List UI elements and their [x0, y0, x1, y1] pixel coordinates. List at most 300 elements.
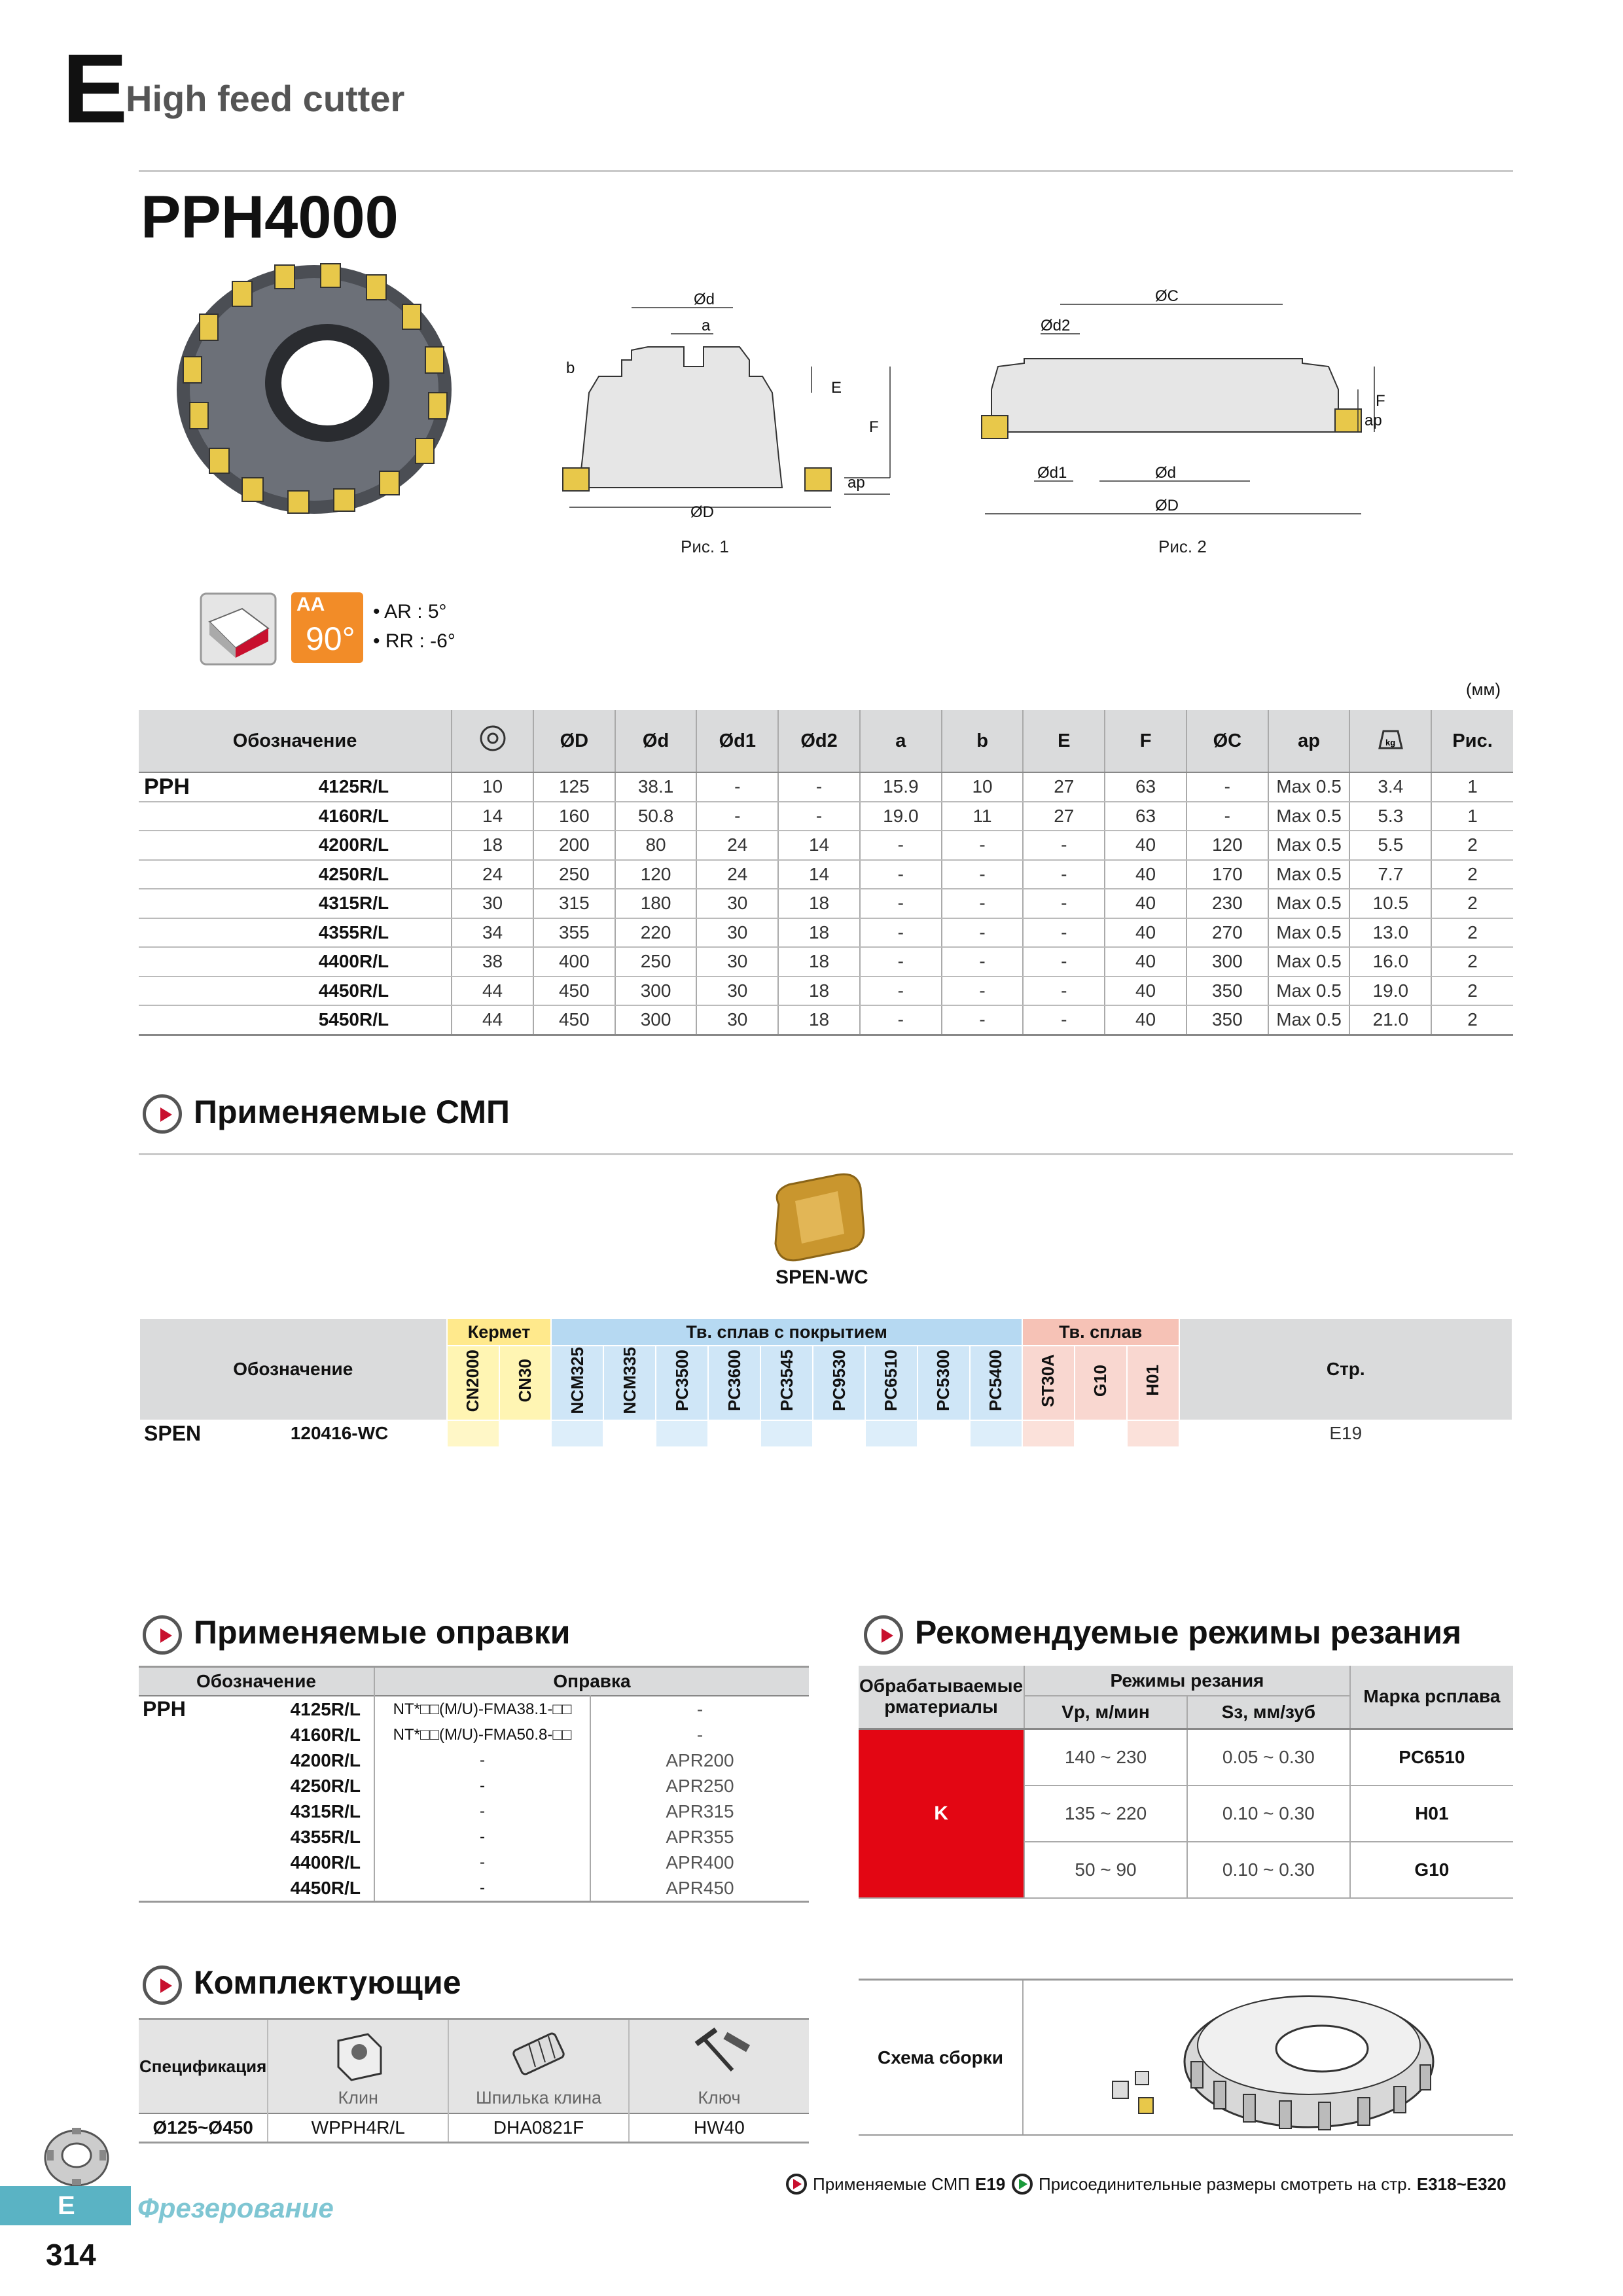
grade-name: PC3600: [724, 1350, 744, 1412]
spec-value-cell: -: [942, 947, 1024, 977]
mode-header-sz: Sз, мм/зуб: [1187, 1696, 1350, 1729]
spec-value-cell: 10: [942, 772, 1024, 802]
spec-value-cell: 2: [1431, 918, 1513, 948]
footer-ref1-page: E19: [974, 2174, 1006, 2194]
acc-row-spec: Ø125~Ø450: [152, 2117, 253, 2138]
grade-availability-cell: [1075, 1420, 1127, 1447]
arbor-value-cell: NT*□□(M/U)-FMA38.1-□□: [374, 1696, 590, 1722]
assembly-drawing: [1099, 1983, 1440, 2134]
grade-row-page: E19: [1179, 1420, 1512, 1447]
section-inserts-title: Применяемые СМП: [194, 1094, 510, 1130]
arbor-group-cell: [139, 1824, 221, 1850]
arbor-row: [139, 1850, 809, 1875]
milling-cutter-icon: [41, 2124, 113, 2189]
spec-value-cell: 30: [696, 889, 778, 918]
fig2-od1-label: Ød1: [1037, 464, 1067, 482]
spec-header-d2: Ød2: [778, 710, 860, 772]
grade-availability-cell: [656, 1420, 708, 1447]
spec-value-cell: 14: [778, 831, 860, 860]
spec-value-cell: Max 0.5: [1268, 831, 1350, 860]
arbor-value-cell: APR400: [590, 1850, 809, 1875]
section-arrow-icon: [864, 1615, 903, 1655]
spec-value-cell: 24: [696, 860, 778, 889]
grade-name-cell: [813, 1346, 865, 1420]
spec-value-cell: 44: [452, 1005, 533, 1035]
spec-header-c: ØC: [1186, 710, 1268, 772]
spec-row: [139, 831, 1513, 860]
footer-ref-dimensions[interactable]: [1011, 2173, 1506, 2195]
spec-value-cell: 15.9: [860, 772, 942, 802]
spec-value-cell: -: [860, 889, 942, 918]
grade-name-cell: [865, 1346, 918, 1420]
arbor-value-cell: -: [590, 1722, 809, 1748]
spec-row: [139, 889, 1513, 918]
spec-group-cell: [139, 977, 306, 1006]
footer-ref1-text: Применяемые СМП: [813, 2174, 970, 2194]
arbor-value-cell: APR200: [590, 1748, 809, 1773]
spec-header-a: a: [860, 710, 942, 772]
spec-row: [139, 860, 1513, 889]
spec-value-cell: 40: [1105, 918, 1186, 948]
spec-value-cell: 40: [1105, 860, 1186, 889]
acc-header-spec: Спецификация: [139, 2019, 268, 2114]
grade-availability-cell: [447, 1420, 499, 1447]
spec-value-cell: -: [860, 860, 942, 889]
fig2-od2-label: Ød2: [1041, 317, 1071, 334]
spec-value-cell: 50.8: [615, 802, 697, 831]
grade-availability-cell: [970, 1420, 1022, 1447]
grade-name-cell: [1127, 1346, 1179, 1420]
arbor-row: [139, 1696, 809, 1722]
spec-header-ap: ap: [1268, 710, 1350, 772]
figure-1-caption: Рис. 1: [681, 537, 729, 556]
spec-value-cell: 120: [615, 860, 697, 889]
spec-value-cell: 450: [533, 977, 615, 1006]
arbor-value-cell: APR315: [590, 1799, 809, 1824]
grade-name-cell: [551, 1346, 603, 1420]
key-icon: [683, 2024, 755, 2083]
spec-value-cell: 18: [452, 831, 533, 860]
arbor-group-cell: [139, 1722, 221, 1748]
svg-text:kg: kg: [1385, 738, 1395, 747]
spec-row: [139, 977, 1513, 1006]
grade-name-cell: [499, 1346, 552, 1420]
grade-name-cell: [708, 1346, 760, 1420]
spec-value-cell: 27: [1023, 802, 1105, 831]
units-label: (мм): [1466, 679, 1501, 699]
spec-value-cell: -: [1023, 947, 1105, 977]
grade-name: CN30: [515, 1359, 535, 1403]
grade-availability-cell: [760, 1420, 813, 1447]
acc-row-screw: DHA0821F: [448, 2113, 629, 2143]
spec-value-cell: 160: [533, 802, 615, 831]
cutting-insert-icon: [200, 592, 277, 666]
spec-value-cell: 30: [452, 889, 533, 918]
assembly-bottom-border: [859, 2134, 1513, 2136]
spec-group-cell: [139, 918, 306, 948]
grade-name-cell: [447, 1346, 499, 1420]
spec-value-cell: -: [942, 918, 1024, 948]
spec-value-cell: 40: [1105, 977, 1186, 1006]
spec-code-cell: 4250R/L: [306, 860, 452, 889]
spec-value-cell: 5.3: [1349, 802, 1431, 831]
spec-value-cell: 18: [778, 889, 860, 918]
spec-value-cell: 30: [696, 918, 778, 948]
grade-name: PC5400: [986, 1350, 1006, 1412]
arbor-value-cell: -: [374, 1799, 590, 1824]
spec-header-f: F: [1105, 710, 1186, 772]
arbor-code-cell: 4400R/L: [290, 1852, 361, 1873]
mode-table: [859, 1666, 1513, 1899]
acc-key-cell: [629, 2019, 809, 2114]
grade-header-page: Стр.: [1179, 1318, 1512, 1420]
spec-group-cell: [139, 860, 306, 889]
section-modes-title: Рекомендуемые режимы резания: [915, 1614, 1462, 1651]
insert-image: [766, 1172, 870, 1263]
spec-value-cell: 270: [1186, 918, 1268, 948]
mode-header-grade: Марка рсплава: [1350, 1666, 1513, 1729]
acc-item-screw: Шпилька клина: [475, 2088, 602, 2108]
spec-value-cell: 14: [778, 860, 860, 889]
spec-value-cell: 24: [696, 831, 778, 860]
figure-1-drawing: [550, 281, 903, 556]
section-accessories-title: Комплектующие: [194, 1964, 461, 2001]
mode-header-vp: Vр, м/мин: [1024, 1696, 1187, 1729]
spec-code-cell: 4400R/L: [306, 947, 452, 977]
chapter-letter: E: [62, 33, 128, 143]
figure-2-drawing: [975, 281, 1394, 556]
spec-value-cell: 30: [696, 977, 778, 1006]
mode-value-cell: 0.10 ~ 0.30: [1187, 1842, 1350, 1898]
spec-value-cell: Max 0.5: [1268, 977, 1350, 1006]
spec-group-cell: [139, 802, 306, 831]
grade-name: PC3545: [776, 1350, 796, 1412]
section-arbors-title: Применяемые оправки: [194, 1614, 571, 1651]
spec-value-cell: 44: [452, 977, 533, 1006]
spec-value-cell: 18: [778, 1005, 860, 1035]
spec-row: [139, 772, 1513, 802]
spec-code-cell: 4315R/L: [306, 889, 452, 918]
grade-name: PC5300: [933, 1350, 954, 1412]
mode-value-cell: 135 ~ 220: [1024, 1785, 1187, 1842]
grade-name: NCM335: [619, 1347, 639, 1414]
mode-value-cell: 0.10 ~ 0.30: [1187, 1785, 1350, 1842]
spec-value-cell: 38: [452, 947, 533, 977]
arbor-code-cell: 4355R/L: [290, 1826, 361, 1847]
footer-ref2-page: E318~E320: [1416, 2174, 1507, 2194]
assembly-label: Схема сборки: [859, 1981, 1024, 2134]
spec-value-cell: 2: [1431, 947, 1513, 977]
spec-value-cell: 16.0: [1349, 947, 1431, 977]
screw-icon: [503, 2024, 575, 2083]
fig1-a-label: a: [702, 317, 711, 334]
fig2-ap-label: ap: [1364, 412, 1382, 429]
spec-value-cell: 24: [452, 860, 533, 889]
grade-name-cell: [1022, 1346, 1075, 1420]
rr-value: • RR : -6°: [373, 630, 455, 652]
spec-header-b: b: [942, 710, 1024, 772]
arbor-value-cell: APR450: [590, 1875, 809, 1902]
spec-value-cell: -: [1023, 1005, 1105, 1035]
grade-header-designation: Обозначение: [139, 1318, 447, 1420]
fig2-oc-label: ØC: [1155, 287, 1179, 305]
spec-value-cell: -: [860, 947, 942, 977]
grade-name: ST30A: [1038, 1354, 1058, 1407]
spec-value-cell: 170: [1186, 860, 1268, 889]
spec-value-cell: 27: [1023, 772, 1105, 802]
spec-header-d: Ød: [615, 710, 697, 772]
spec-value-cell: 63: [1105, 802, 1186, 831]
arbor-group-cell: PPH: [143, 1697, 186, 1721]
spec-value-cell: 350: [1186, 1005, 1268, 1035]
page-number: 314: [46, 2238, 96, 2272]
wedge-icon: [329, 2024, 387, 2083]
spec-value-cell: 450: [533, 1005, 615, 1035]
arbor-row: [139, 1875, 809, 1902]
grade-name: H01: [1143, 1365, 1163, 1397]
grade-group-carbide: Тв. сплав: [1022, 1318, 1179, 1346]
spec-value-cell: 63: [1105, 772, 1186, 802]
spec-value-cell: -: [1023, 977, 1105, 1006]
spec-row: [139, 918, 1513, 948]
acc-row-key: HW40: [629, 2113, 809, 2143]
spec-table: [139, 710, 1513, 1036]
arbor-group-cell: [139, 1850, 221, 1875]
arbor-row: [139, 1722, 809, 1748]
grade-name-cell: [918, 1346, 970, 1420]
arbor-code-cell: 4450R/L: [290, 1877, 361, 1898]
spec-value-cell: 30: [696, 947, 778, 977]
spec-value-cell: 19.0: [860, 802, 942, 831]
spec-value-cell: 30: [696, 1005, 778, 1035]
spec-value-cell: -: [1023, 889, 1105, 918]
footer-ref-inserts[interactable]: [785, 2173, 1005, 2195]
spec-value-cell: 34: [452, 918, 533, 948]
spec-value-cell: 230: [1186, 889, 1268, 918]
spec-header-designation: Обозначение: [139, 710, 452, 772]
spec-value-cell: 400: [533, 947, 615, 977]
arbor-code-cell: 4160R/L: [290, 1724, 361, 1745]
spec-value-cell: Max 0.5: [1268, 918, 1350, 948]
spec-value-cell: 38.1: [615, 772, 697, 802]
grade-name-cell: [656, 1346, 708, 1420]
spec-value-cell: 19.0: [1349, 977, 1431, 1006]
spec-value-cell: -: [860, 831, 942, 860]
spec-value-cell: -: [1186, 802, 1268, 831]
grade-name: G10: [1090, 1364, 1111, 1397]
mode-value-cell: 50 ~ 90: [1024, 1842, 1187, 1898]
spec-group-cell: [139, 889, 306, 918]
arbor-row: [139, 1824, 809, 1850]
mode-header-material: Обрабатываемые рматериалы: [859, 1666, 1024, 1729]
grade-name-cell: [1075, 1346, 1127, 1420]
grade-group-coated: Тв. сплав с покрытием: [551, 1318, 1022, 1346]
grade-table: [139, 1318, 1513, 1448]
arbor-group-cell: [139, 1875, 221, 1902]
spec-value-cell: Max 0.5: [1268, 947, 1350, 977]
arbor-value-cell: APR250: [590, 1773, 809, 1799]
grade-availability-cell: [813, 1420, 865, 1447]
arbor-row: [139, 1748, 809, 1773]
spec-code-cell: 5450R/L: [306, 1005, 452, 1035]
grade-name: PC3500: [671, 1350, 692, 1412]
arbor-value-cell: NT*□□(M/U)-FMA50.8-□□: [374, 1722, 590, 1748]
mode-value-cell: 140 ~ 230: [1024, 1729, 1187, 1785]
fig2-dd-label: ØD: [1155, 497, 1179, 514]
mode-row: [859, 1729, 1513, 1785]
teeth-icon: [452, 710, 533, 772]
header-divider: [139, 170, 1513, 172]
grade-group-cermet: Кермет: [447, 1318, 552, 1346]
spec-value-cell: 7.7: [1349, 860, 1431, 889]
chapter-title: High feed cutter: [126, 78, 405, 119]
spec-value-cell: -: [1023, 831, 1105, 860]
figure-2-caption: Рис. 2: [1158, 537, 1207, 556]
grade-availability-cell: [1022, 1420, 1075, 1447]
spec-value-cell: -: [1023, 918, 1105, 948]
arbor-group-cell: [139, 1748, 221, 1773]
spec-code-cell: 4200R/L: [306, 831, 452, 860]
arbor-header-arbor: Оправка: [374, 1667, 809, 1696]
spec-value-cell: 5.5: [1349, 831, 1431, 860]
grade-name: PC6510: [881, 1350, 901, 1412]
grade-availability-cell: [603, 1420, 656, 1447]
spec-group-cell: [139, 831, 306, 860]
spec-value-cell: -: [942, 860, 1024, 889]
angle-value: 90°: [306, 620, 355, 657]
grade-availability-cell: [918, 1420, 970, 1447]
arbor-code-cell: 4315R/L: [290, 1801, 361, 1821]
section-footer-name: Фрезерование: [137, 2193, 334, 2223]
insert-name: SPEN-WC: [776, 1266, 868, 1288]
spec-value-cell: 40: [1105, 947, 1186, 977]
arbor-header-designation: Обозначение: [139, 1667, 374, 1696]
spec-value-cell: -: [1023, 860, 1105, 889]
arbor-value-cell: -: [590, 1696, 809, 1722]
grade-availability-cell: [551, 1420, 603, 1447]
spec-value-cell: 80: [615, 831, 697, 860]
chapter-tab: [0, 2186, 131, 2225]
spec-value-cell: 40: [1105, 889, 1186, 918]
arbor-row: [139, 1773, 809, 1799]
spec-value-cell: 11: [942, 802, 1024, 831]
grade-availability-cell: [1127, 1420, 1179, 1447]
arbor-code-cell: 4125R/L: [290, 1698, 361, 1719]
arbor-value-cell: -: [374, 1850, 590, 1875]
spec-value-cell: 250: [533, 860, 615, 889]
material-k-cell: K: [859, 1729, 1024, 1898]
spec-value-cell: -: [778, 802, 860, 831]
spec-code-cell: 4160R/L: [306, 802, 452, 831]
spec-value-cell: Max 0.5: [1268, 889, 1350, 918]
spec-value-cell: 2: [1431, 1005, 1513, 1035]
spec-value-cell: 315: [533, 889, 615, 918]
spec-value-cell: -: [942, 1005, 1024, 1035]
acc-item-key: Ключ: [698, 2088, 741, 2108]
mode-grade-cell: G10: [1350, 1842, 1513, 1898]
grade-name: PC9530: [829, 1350, 849, 1412]
grade-row-code: 120416-WC: [270, 1420, 447, 1447]
spec-value-cell: 250: [615, 947, 697, 977]
aa-angle-badge: [291, 592, 363, 663]
spec-row: [139, 802, 1513, 831]
arbor-group-cell: [139, 1773, 221, 1799]
spec-value-cell: 10: [452, 772, 533, 802]
spec-value-cell: 350: [1186, 977, 1268, 1006]
grade-name: NCM325: [567, 1347, 587, 1414]
spec-value-cell: 2: [1431, 977, 1513, 1006]
spec-value-cell: -: [860, 977, 942, 1006]
section-arrow-icon: [143, 1965, 182, 2005]
fig1-dd-label: ØD: [690, 503, 714, 521]
grade-row-group: SPEN: [139, 1420, 270, 1447]
arbor-code-cell: 4200R/L: [290, 1749, 361, 1770]
acc-item-wedge: Клин: [338, 2088, 378, 2108]
arbor-value-cell: -: [374, 1875, 590, 1902]
cutter-photo: [170, 259, 458, 520]
spec-value-cell: 21.0: [1349, 1005, 1431, 1035]
spec-value-cell: 300: [615, 977, 697, 1006]
spec-code-cell: 4355R/L: [306, 918, 452, 948]
spec-value-cell: 14: [452, 802, 533, 831]
arbor-table: [139, 1666, 809, 1903]
fig2-od-label: Ød: [1155, 464, 1177, 482]
spec-code-cell: 4450R/L: [306, 977, 452, 1006]
fig1-f-label: F: [869, 418, 879, 436]
fig1-ap-label: ap: [847, 474, 865, 492]
mode-grade-cell: PC6510: [1350, 1729, 1513, 1785]
spec-value-cell: 180: [615, 889, 697, 918]
arbor-row: [139, 1799, 809, 1824]
chapter-tab-letter: E: [58, 2191, 75, 2220]
spec-value-cell: Max 0.5: [1268, 802, 1350, 831]
arbor-value-cell: -: [374, 1748, 590, 1773]
fig1-b-label: b: [566, 359, 575, 377]
spec-value-cell: -: [778, 772, 860, 802]
spec-value-cell: 2: [1431, 889, 1513, 918]
spec-value-cell: 18: [778, 947, 860, 977]
spec-value-cell: -: [942, 889, 1024, 918]
spec-value-cell: 1: [1431, 772, 1513, 802]
grade-availability-cell: [499, 1420, 552, 1447]
acc-wedge-cell: [268, 2019, 448, 2114]
fig1-od-label: Ød: [694, 291, 715, 308]
spec-value-cell: 120: [1186, 831, 1268, 860]
spec-row: [139, 947, 1513, 977]
arrow-circle-red-icon: [785, 2173, 808, 2195]
spec-value-cell: 125: [533, 772, 615, 802]
spec-value-cell: -: [1186, 772, 1268, 802]
aa-label: AA: [296, 594, 325, 615]
grade-availability-cell: [865, 1420, 918, 1447]
grade-name-cell: [970, 1346, 1022, 1420]
spec-value-cell: 40: [1105, 831, 1186, 860]
acc-row-wedge: WPPH4R/L: [268, 2113, 448, 2143]
spec-value-cell: 13.0: [1349, 918, 1431, 948]
spec-group-cell: [139, 1005, 306, 1035]
section-arrow-icon: [143, 1094, 182, 1134]
spec-value-cell: -: [696, 772, 778, 802]
grade-name-cell: [760, 1346, 813, 1420]
spec-group-cell: PPH: [139, 772, 306, 802]
arrow-circle-green-icon: [1011, 2173, 1033, 2195]
arbor-value-cell: -: [374, 1773, 590, 1799]
spec-value-cell: Max 0.5: [1268, 772, 1350, 802]
spec-value-cell: 10.5: [1349, 889, 1431, 918]
spec-value-cell: 355: [533, 918, 615, 948]
spec-value-cell: Max 0.5: [1268, 860, 1350, 889]
spec-value-cell: 300: [615, 1005, 697, 1035]
